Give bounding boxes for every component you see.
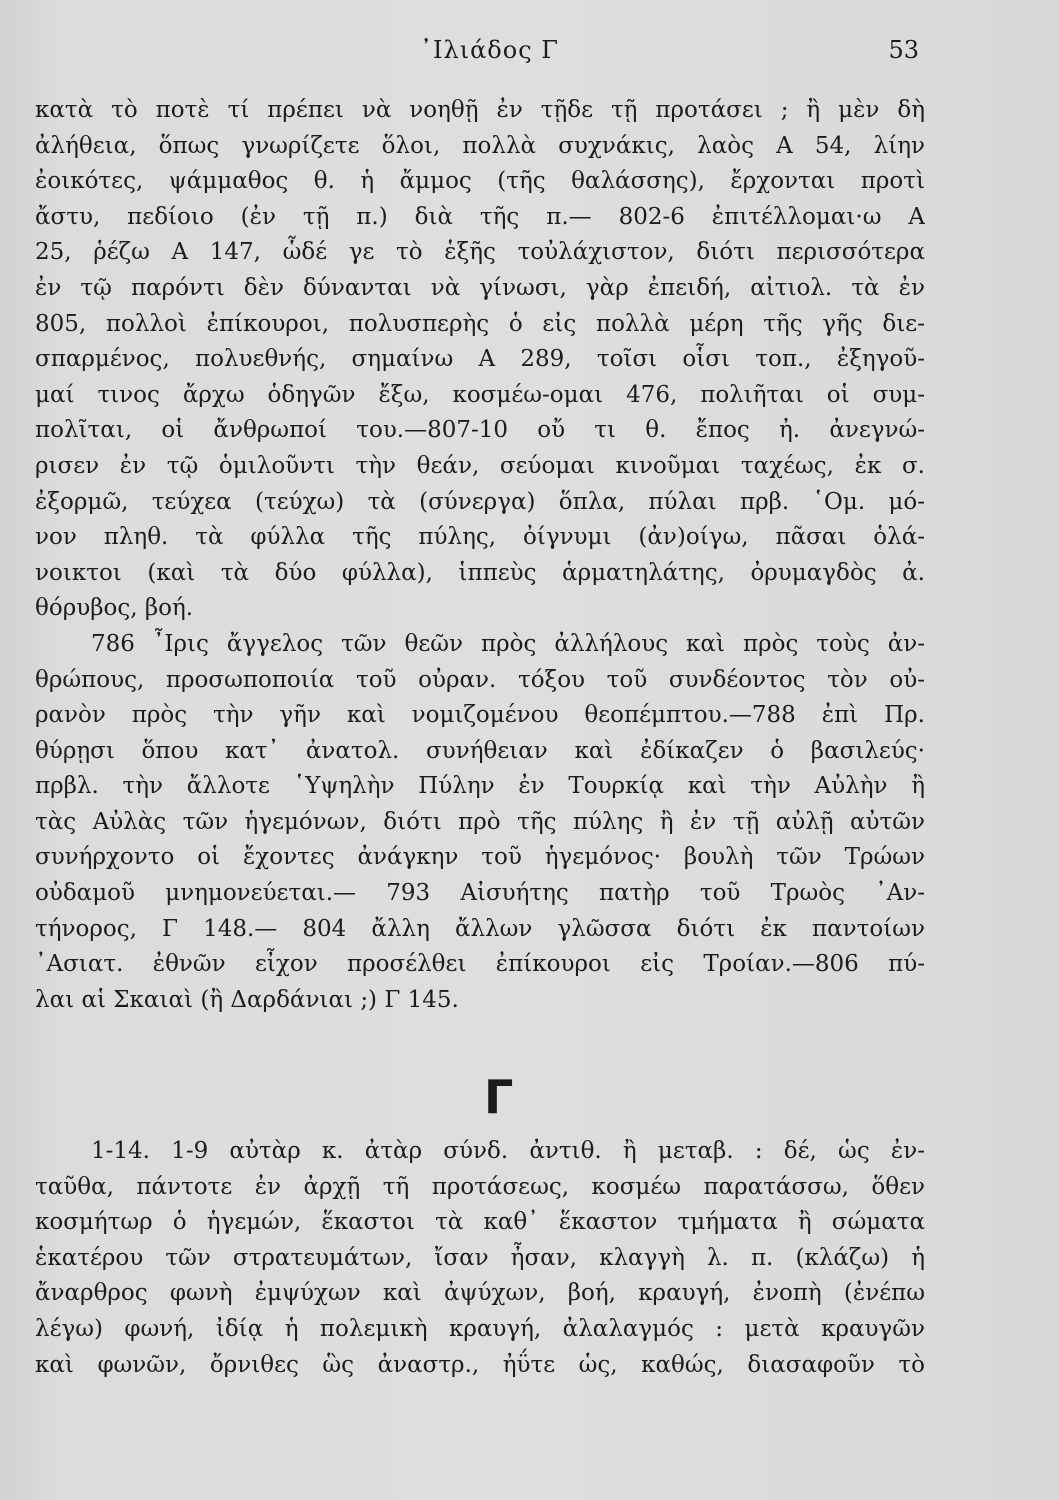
- text-line: ἑκατέρου τῶν στρατευμάτων, ἴσαν ἦσαν, κλαγγὴ λ. π. (κλάζω) ἡ: [35, 1244, 925, 1271]
- text-line: καὶ φωνῶν, ὄρνιθες ὣς ἀναστρ., ἠΰτε ὡς, καθώς, διασαφοῦν τὸ: [35, 1351, 925, 1378]
- text-line: πρβλ. τὴν ἄλλοτε ῾Υψηλὴν Πύλην ἐν Τουρκίᾳ καὶ τὴν Αὐλὴν ἢ: [35, 773, 925, 800]
- text-line: νοικτοι (καὶ τὰ δύο φύλλα), ἱππεὺς ἁρματηλάτης, ὀρυμαγδὸς ἀ.: [35, 559, 925, 586]
- text-line: οὐδαμοῦ μνημονεύεται.— 793 Αἰσυήτης πατὴρ τοῦ Τρωὸς ᾽Αν-: [35, 880, 925, 907]
- running-head: ᾽Ιλιάδος Γ: [420, 36, 559, 64]
- text-line: λαι αἱ Σκαιαὶ (ἢ Δαρδάνιαι ;) Γ 145.: [35, 986, 459, 1013]
- text-line: ἄστυ, πεδίοιο (ἐν τῇ π.) διὰ τῆς π.— 802-6 ἐπιτέλλομαι·ω Α: [35, 203, 925, 230]
- text-line: ἐν τῷ παρόντι δὲν δύνανται νὰ γίνωσι, γὰρ ἐπειδή, αἰτιολ. τὰ ἐν: [35, 274, 925, 301]
- text-line: ρανὸν πρὸς τὴν γῆν καὶ νομιζομένου θεοπέμπτου.—788 ἐπὶ Πρ.: [35, 702, 925, 729]
- text-line: κοσμήτωρ ὁ ἡγεμών, ἕκαστοι τὰ καθ᾽ ἕκαστον τμήματα ἢ σώματα: [35, 1209, 925, 1236]
- text-line: θόρυβος, βοή.: [35, 595, 194, 622]
- text-line: ᾽Ασιατ. ἐθνῶν εἶχον προσέλθει ἐπίκουροι εἰς Τροίαν.—806 πύ-: [35, 951, 925, 978]
- section-mark: Γ: [484, 1070, 514, 1124]
- text-line: συνήρχοντο οἱ ἔχοντες ἀνάγκην τοῦ ἡγεμόνος· βουλὴ τῶν Τρώων: [35, 844, 925, 871]
- text-line: 25, ῥέζω Α 147, ὧδέ γε τὸ ἑξῆς τοὐλάχιστον, διότι περισσότερα: [35, 239, 925, 266]
- text-line: 1-14. 1-9 αὐτὰρ κ. ἀτὰρ σύνδ. ἀντιθ. ἢ μεταβ. : δέ, ὡς ἐν-: [91, 1138, 925, 1164]
- text-line: νον πληθ. τὰ φύλλα τῆς πύλης, ὀίγνυμι (ἀν)οίγω, πᾶσαι ὁλά-: [35, 524, 925, 551]
- text-line: τήνορος, Γ 148.— 804 ἄλλη ἄλλων γλῶσσα διότι ἐκ παντοίων: [35, 915, 925, 942]
- text-line: ἀλήθεια, ὅπως γνωρίζετε ὅλοι, πολλὰ συχνάκις, λαὸς Α 54, λίην: [35, 132, 925, 159]
- text-line: λέγω) φωνή, ἰδίᾳ ἡ πολεμικὴ κραυγή, ἀλαλαγμός : μετὰ κραυγῶν: [35, 1315, 925, 1342]
- text-line: θρώπους, προσωποποιία τοῦ οὐραν. τόξου τοῦ συνδέοντος τὸν οὐ-: [35, 666, 925, 693]
- page-number: 53: [888, 36, 919, 64]
- text-line: θύρῃσι ὅπου κατ᾽ ἀνατολ. συνήθειαν καὶ ἐδίκαζεν ὁ βασιλεύς·: [35, 737, 925, 764]
- text-line: ρισεν ἐν τῷ ὁμιλοῦντι τὴν θεάν, σεύομαι κινοῦμαι ταχέως, ἐκ σ.: [35, 452, 925, 479]
- text-line: ἐοικότες, ψάμμαθος θ. ἡ ἄμμος (τῆς θαλάσσης), ἔρχονται προτὶ: [35, 168, 925, 195]
- text-line: σπαρμένος, πολυεθνής, σημαίνω Α 289, τοῖσι οἷσι τοπ., ἐξηγοῦ-: [35, 346, 925, 373]
- commentary-block-2: [35, 1134, 925, 1383]
- text-line: τὰς Αὐλὰς τῶν ἡγεμόνων, διότι πρὸ τῆς πύλης ἢ ἐν τῇ αὐλῇ αὐτῶν: [35, 808, 925, 835]
- text-line: πολῖται, οἱ ἄνθρωποί του.—807-10 οὔ τι θ. ἔπος ἠ. ἀνεγνώ-: [35, 417, 925, 444]
- text-line: 805, πολλοὶ ἐπίκουροι, πολυσπερὴς ὁ εἰς πολλὰ μέρη τῆς γῆς διε-: [35, 310, 925, 337]
- text-line: κατὰ τὸ ποτὲ τί πρέπει νὰ νοηθῇ ἐν τῇδε τῇ προτάσει ; ἢ μὲν δὴ: [35, 97, 925, 123]
- text-line: 786 ῏Ιρις ἄγγελος τῶν θεῶν πρὸς ἀλλήλους καὶ πρὸς τοὺς ἀν-: [91, 630, 925, 657]
- text-line: μαί τινος ἄρχω ὁδηγῶν ἔξω, κοσμέω-ομαι 476, πολιῆται οἱ συμ-: [35, 381, 925, 408]
- text-line: ταῦθα, πάντοτε ἐν ἀρχῇ τῆ προτάσεως, κοσμέω παρατάσσω, ὅθεν: [35, 1173, 925, 1200]
- text-line: ἄναρθρος φωνὴ ἐμψύχων καὶ ἀψύχων, βοή, κραυγή, ἐνοπὴ (ἐνέπω: [35, 1280, 925, 1307]
- commentary-block-1: [35, 93, 925, 1018]
- text-line: ἐξορμῶ, τεύχεα (τεύχω) τὰ (σύνεργα) ὅπλα, πύλαι πρβ. ῾Ομ. μό-: [35, 488, 925, 515]
